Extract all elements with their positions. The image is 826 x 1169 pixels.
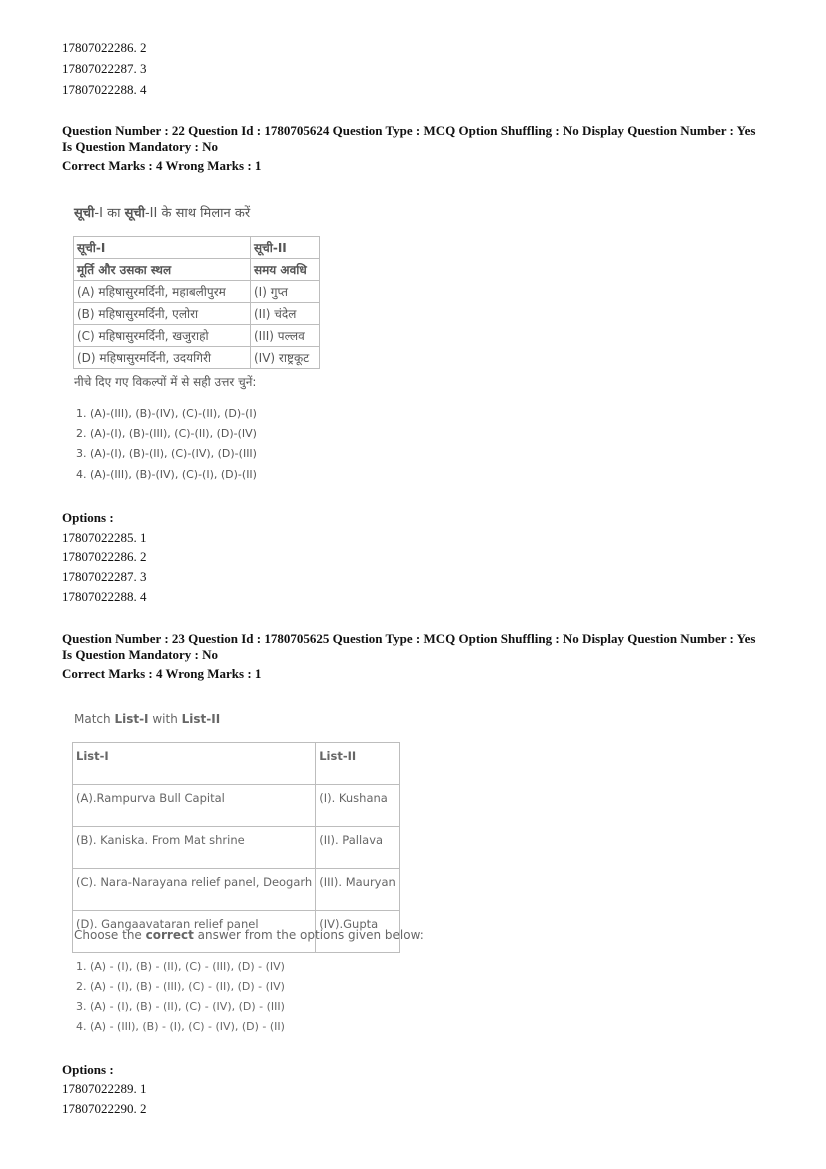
table-row	[73, 827, 400, 869]
option-line: 17807022288. 4	[62, 82, 147, 97]
q22-options-label: Options :	[62, 510, 114, 525]
table-row	[74, 303, 320, 325]
q23-instruction	[74, 928, 424, 942]
table-cell: (D) महिषासुरमर्दिनी, उदयगिरी	[74, 347, 251, 369]
q23-choice: 1. (A) - (I), (B) - (II), (C) - (III), (D) - (IV)	[76, 960, 285, 973]
table-row	[73, 869, 400, 911]
q23-instruction-text: answer from the options given below:	[193, 928, 424, 942]
q23-choice: 3. (A) - (I), (B) - (II), (C) - (IV), (D) - (III)	[76, 1000, 285, 1013]
table-cell: (II) चंदेल	[251, 303, 320, 325]
q23-meta	[62, 631, 782, 682]
table-header-cell: मूर्ति और उसका स्थल	[74, 259, 251, 281]
table-row	[74, 237, 320, 259]
q22-instruction: नीचे दिए गए विकल्पों में से सही उत्तर चुनें:	[74, 375, 257, 389]
q22-choice: 2. (A)-(I), (B)-(III), (C)-(II), (D)-(IV)	[76, 427, 257, 440]
option-line: 17807022287. 3	[62, 61, 147, 76]
table-cell: (C) महिषासुरमर्दिनी, खजुराहो	[74, 325, 251, 347]
table-cell: (II). Pallava	[316, 827, 400, 869]
q23-marks: Correct Marks : 4 Wrong Marks : 1	[62, 666, 262, 681]
table-row	[74, 259, 320, 281]
table-header-cell: List-I	[73, 743, 316, 785]
q22-choice: 4. (A)-(III), (B)-(IV), (C)-(I), (D)-(II)	[76, 468, 257, 481]
q22-match-table	[73, 236, 320, 369]
table-header-cell: सूची-II	[251, 237, 320, 259]
q23-instruction-bold: correct	[145, 928, 194, 942]
table-cell: (III) पल्लव	[251, 325, 320, 347]
q23-match-table	[72, 742, 400, 953]
q22-marks: Correct Marks : 4 Wrong Marks : 1	[62, 158, 262, 173]
q22-intro-bold: सूची	[74, 206, 95, 221]
q22-meta-line2: Is Question Mandatory : No	[62, 139, 219, 154]
option-line: 17807022290. 2	[62, 1101, 147, 1116]
q23-instruction-text: Choose the	[74, 928, 146, 942]
q22-choice: 3. (A)-(I), (B)-(II), (C)-(IV), (D)-(III)	[76, 447, 257, 460]
q23-choice: 2. (A) - (I), (B) - (III), (C) - (II), (D) - (IV)	[76, 980, 285, 993]
option-line: 17807022285. 1	[62, 530, 147, 545]
table-row	[74, 347, 320, 369]
q23-options-label: Options :	[62, 1062, 114, 1077]
table-cell: (A).Rampurva Bull Capital	[73, 785, 316, 827]
table-cell: (B). Kaniska. From Mat shrine	[73, 827, 316, 869]
q22-question-intro	[74, 203, 250, 221]
q22-intro-bold: सूची	[124, 206, 145, 221]
table-cell: (I). Kushana	[316, 785, 400, 827]
table-cell: (D). Gangaavataran relief panel	[73, 911, 316, 953]
table-row	[74, 281, 320, 303]
q23-intro-text: Match	[74, 712, 115, 726]
q23-meta-line1: Question Number : 23 Question Id : 1780705625 Question Type : MCQ Option Shuffling : No Display Question Number : Yes	[62, 631, 756, 646]
option-line: 17807022287. 3	[62, 569, 147, 584]
table-row	[73, 743, 400, 785]
table-cell: (A) महिषासुरमर्दिनी, महाबलीपुरम	[74, 281, 251, 303]
q22-intro-text: -II के साथ मिलान करें	[144, 206, 251, 221]
q23-intro-bold: List-II	[181, 712, 221, 726]
q23-intro-text: with	[148, 712, 182, 726]
table-cell: (I) गुप्त	[251, 281, 320, 303]
table-row	[74, 325, 320, 347]
q22-choice: 1. (A)-(III), (B)-(IV), (C)-(II), (D)-(I)	[76, 407, 257, 420]
option-line: 17807022286. 2	[62, 549, 147, 564]
option-line: 17807022286. 2	[62, 40, 147, 55]
q23-choice: 4. (A) - (III), (B) - (I), (C) - (IV), (D) - (II)	[76, 1020, 285, 1033]
table-row	[73, 785, 400, 827]
q22-meta-line1: Question Number : 22 Question Id : 1780705624 Question Type : MCQ Option Shuffling : No Display Question Number : Yes	[62, 123, 756, 138]
table-header-cell: List-II	[316, 743, 400, 785]
q22-intro-text: -I का	[94, 206, 125, 221]
q23-meta-line2: Is Question Mandatory : No	[62, 647, 219, 662]
option-line: 17807022288. 4	[62, 589, 147, 604]
q23-intro-bold: List-I	[114, 712, 149, 726]
table-header-cell: समय अवधि	[251, 259, 320, 281]
q23-question-intro	[74, 712, 220, 726]
table-cell: (IV) राष्ट्रकूट	[251, 347, 320, 369]
table-cell: (III). Mauryan	[316, 869, 400, 911]
option-line: 17807022289. 1	[62, 1081, 147, 1096]
q22-meta	[62, 123, 782, 174]
table-cell: (IV).Gupta	[316, 911, 400, 953]
table-cell: (B) महिषासुरमर्दिनी, एलोरा	[74, 303, 251, 325]
table-header-cell: सूची-I	[74, 237, 251, 259]
table-cell: (C). Nara-Narayana relief panel, Deogarh	[73, 869, 316, 911]
